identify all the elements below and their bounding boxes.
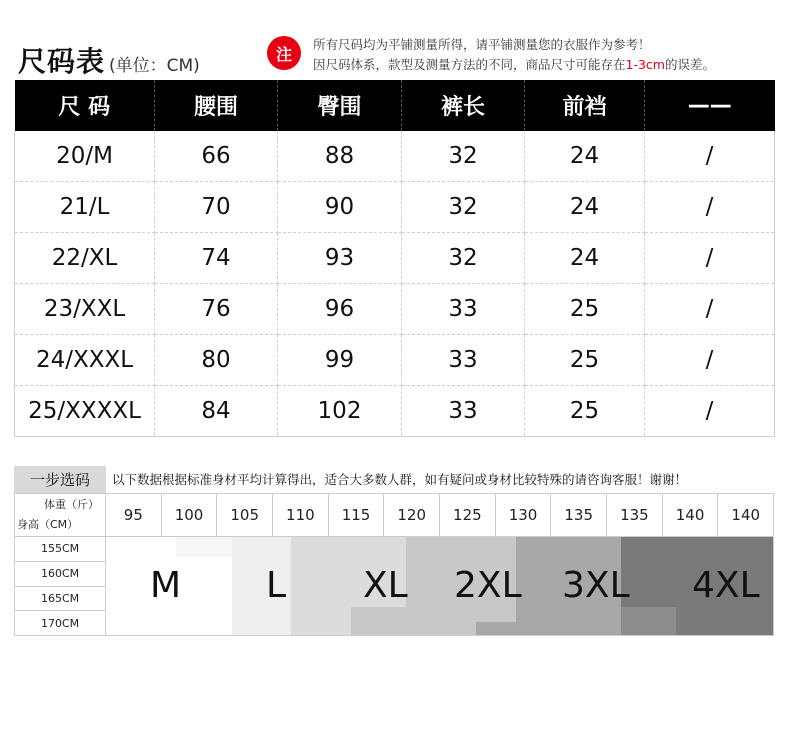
weight-cell: 135 <box>607 493 663 537</box>
size-zone-label: 3XL <box>562 565 630 606</box>
height-cell: 160CM <box>14 562 106 587</box>
note-line-2-part-a: 因尺码体系，款型及测量方法的不同，商品尺寸可能存在 <box>313 57 626 72</box>
selection-header <box>14 466 774 493</box>
column-header: —— <box>645 80 775 131</box>
table-cell: 32 <box>402 233 525 284</box>
table-cell: 96 <box>278 284 402 335</box>
table-cell: 102 <box>278 386 402 437</box>
size-zones <box>106 537 774 636</box>
note-line-2-part-b: 的误差。 <box>664 57 715 72</box>
table-cell: 24/XXXL <box>15 335 155 386</box>
table-row <box>15 182 775 233</box>
table-cell: 93 <box>278 233 402 284</box>
size-table <box>14 80 775 437</box>
selection-description: 以下数据根据标准身材平均计算得出，适合大多数人群，如有疑问或身材比较特殊的请咨询客服！谢谢！ <box>112 472 688 487</box>
size-zone-label: XL <box>363 565 408 606</box>
table-cell: 24 <box>525 131 645 182</box>
table-cell: 66 <box>155 131 278 182</box>
weight-row <box>106 493 774 537</box>
table-cell: 22/XL <box>15 233 155 284</box>
table-cell: 80 <box>155 335 278 386</box>
table-row <box>15 386 775 437</box>
weight-axis-label: 体重（斤） <box>44 498 99 511</box>
column-header: 裤长 <box>402 80 525 131</box>
note-line-1: 所有尺码均为平铺测量所得，请平铺测量您的衣服作为参考！ <box>313 37 651 52</box>
weight-cell: 140 <box>663 493 719 537</box>
table-cell: / <box>645 335 775 386</box>
size-zone-label: 4XL <box>692 565 760 606</box>
weight-cell: 135 <box>551 493 607 537</box>
size-zone-label: M <box>150 565 182 606</box>
weight-cell: 95 <box>106 493 162 537</box>
note-tolerance: 1-3cm <box>625 57 665 72</box>
height-cell: 155CM <box>14 537 106 562</box>
size-selection-grid <box>14 493 774 636</box>
table-cell: 76 <box>155 284 278 335</box>
table-cell: 25/XXXXL <box>15 386 155 437</box>
column-header: 前裆 <box>525 80 645 131</box>
weight-cell: 115 <box>329 493 385 537</box>
weight-cell: 110 <box>273 493 329 537</box>
table-cell: 99 <box>278 335 402 386</box>
zone-overlap-patch <box>621 607 676 636</box>
unit-text: (单位：CM) <box>109 56 200 76</box>
size-table-header <box>15 80 775 131</box>
table-cell: / <box>645 284 775 335</box>
table-cell: / <box>645 386 775 437</box>
table-row <box>15 233 775 284</box>
weight-cell: 125 <box>440 493 496 537</box>
table-row <box>15 335 775 386</box>
height-axis-label: 身高（CM） <box>17 518 79 531</box>
table-cell: / <box>645 182 775 233</box>
column-header: 尺 码 <box>15 80 155 131</box>
table-cell: 32 <box>402 131 525 182</box>
size-zone-shapes <box>106 537 774 636</box>
weight-cell: 120 <box>384 493 440 537</box>
table-row <box>15 284 775 335</box>
table-cell: / <box>645 233 775 284</box>
weight-cell: 105 <box>217 493 273 537</box>
table-cell: 33 <box>402 386 525 437</box>
note-badge: 注 <box>267 36 301 70</box>
size-zone-label: L <box>266 565 287 606</box>
table-cell: 90 <box>278 182 402 233</box>
table-row <box>15 131 775 182</box>
column-header: 腰围 <box>155 80 278 131</box>
selection-tab: 一步选码 <box>14 466 106 493</box>
table-cell: / <box>645 131 775 182</box>
weight-cell: 100 <box>162 493 218 537</box>
table-cell: 70 <box>155 182 278 233</box>
table-cell: 24 <box>525 233 645 284</box>
grid-corner <box>14 493 106 537</box>
page-title <box>18 40 200 80</box>
weight-cell: 130 <box>496 493 552 537</box>
table-cell: 25 <box>525 335 645 386</box>
note-text <box>313 35 715 75</box>
size-zone-label: 2XL <box>454 565 522 606</box>
table-cell: 84 <box>155 386 278 437</box>
table-cell: 33 <box>402 335 525 386</box>
zone-overlap-patch <box>176 537 232 557</box>
table-cell: 33 <box>402 284 525 335</box>
table-cell: 74 <box>155 233 278 284</box>
table-cell: 24 <box>525 182 645 233</box>
column-header: 臀围 <box>278 80 402 131</box>
height-column <box>14 537 106 636</box>
note-line-2 <box>313 55 715 75</box>
table-cell: 25 <box>525 284 645 335</box>
weight-cell: 140 <box>718 493 774 537</box>
title-text: 尺码表 <box>18 45 106 78</box>
height-cell: 165CM <box>14 587 106 612</box>
table-cell: 88 <box>278 131 402 182</box>
table-cell: 25 <box>525 386 645 437</box>
table-cell: 23/XXL <box>15 284 155 335</box>
table-cell: 20/M <box>15 131 155 182</box>
height-cell: 170CM <box>14 611 106 636</box>
table-cell: 21/L <box>15 182 155 233</box>
table-cell: 32 <box>402 182 525 233</box>
